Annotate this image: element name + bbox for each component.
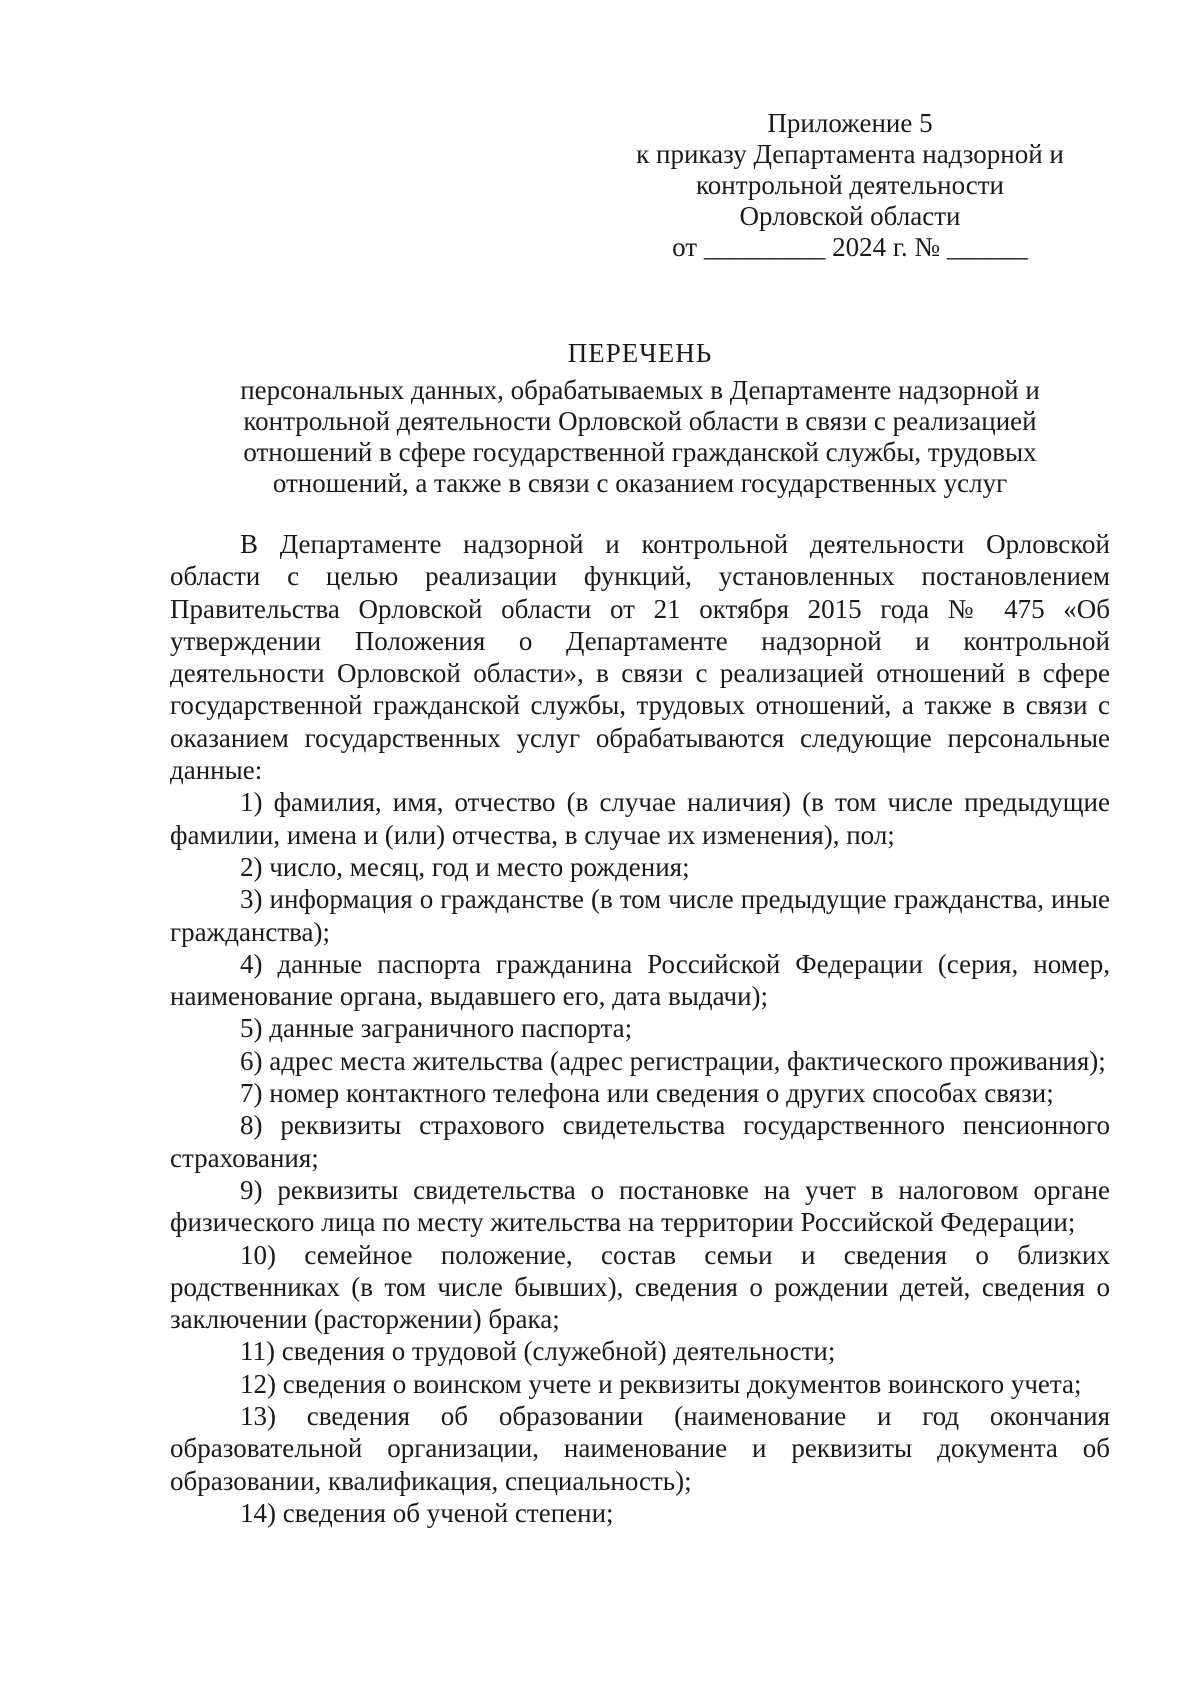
list-item: 1) фамилия, имя, отчество (в случае наличия) (в том числе предыдущие фамилии, имена и (или) отчества, в случае их изменения), пол; (170, 787, 1110, 850)
document-subtitle (170, 375, 1110, 499)
appendix-date-number: от _________ 2024 г. № ______ (672, 232, 1028, 262)
list-item: 11) сведения о трудовой (служебной) деятельности; (240, 1336, 836, 1367)
subtitle-line: персональных данных, обрабатываемых в Департаменте надзорной и (240, 375, 1040, 405)
appendix-order-ref: к приказу Департамента надзорной и (636, 139, 1064, 169)
subtitle-line: отношений, а также в связи с оказанием государственных услуг (272, 468, 1008, 498)
list-item: 4) данные паспорта гражданина Российской Федерации (серия, номер, наименование органа, выдавшего его, дата выдачи); (170, 948, 1110, 1012)
list-item: 6) адрес места жительства (адрес регистрации, фактического проживания); (240, 1045, 1106, 1076)
list-item: 13) сведения об образовании (наименование и год окончания образовательной организации, наименование и реквизиты документа об образовании, квалификация, специальность); (170, 1401, 1110, 1496)
list-item: 10) семейное положение, состав семьи и сведения о близких родственниках (в том числе бывших), сведения о рождении детей, сведения о заключении (расторжении) брака; (170, 1239, 1110, 1335)
appendix-order-ref-cont: контрольной деятельности (696, 170, 1004, 200)
appendix-region: Орловской области (739, 201, 961, 231)
document-body (170, 528, 1110, 1529)
subtitle-line: отношений в сфере государственной гражданской службы, трудовых (243, 437, 1037, 467)
document-title: ПЕРЕЧЕНЬ (567, 338, 713, 368)
list-item: 9) реквизиты свидетельства о постановке на учет в налоговом органе физического лица по месту жительства на территории Российской Федерации; (170, 1174, 1110, 1238)
document-title-block (170, 338, 1110, 499)
appendix-number: Приложение 5 (767, 108, 933, 138)
list-item: 8) реквизиты страхового свидетельства государственного пенсионного страхования; (170, 1110, 1110, 1173)
subtitle-line: контрольной деятельности Орловской области в связи с реализацией (243, 406, 1037, 436)
list-item: 3) информация о гражданстве (в том числе предыдущие гражданства, иные гражданства); (170, 884, 1110, 947)
list-item: 7) номер контактного телефона или сведения о других способах связи; (240, 1078, 1054, 1109)
intro-paragraph: В Департаменте надзорной и контрольной деятельности Орловской области с целью реализации функций, установленных постановлением Правительства Орловской области от 21 октября 2015 года № 475 «Об утверждении Положения о Департаменте надзорной и контрольной деятельности Орловской области», в связи с реализацией отношений в сфере государственной гражданской службы, трудовых отношений, а также в связи с оказанием государственных услуг обрабатываются следующие персональные данные: (170, 529, 1110, 786)
list-item: 12) сведения о воинском учете и реквизиты документов воинского учета; (240, 1368, 1082, 1399)
appendix-header (600, 108, 1100, 263)
list-item: 2) число, месяц, год и место рождения; (240, 851, 690, 882)
list-item: 14) сведения об ученой степени; (240, 1497, 614, 1528)
list-item: 5) данные заграничного паспорта; (240, 1013, 633, 1044)
